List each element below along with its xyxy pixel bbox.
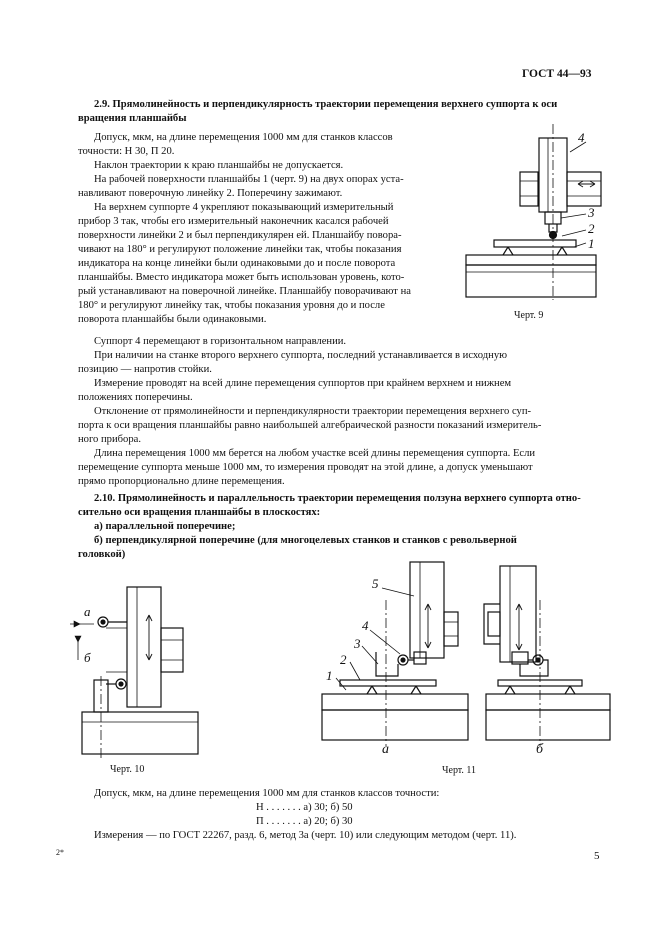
measurement-method: Измерения — по ГОСТ 22267, разд. 6, метод 3а (черт. 10) или следующим методом (черт. 11).	[94, 830, 517, 841]
item-a: а) параллельной поперечине;	[94, 521, 236, 532]
page-number: 5	[594, 850, 600, 862]
text-line: позицию — напротив стойки.	[78, 364, 212, 375]
tolerance-row-p: П . . . . . . . а) 20; б) 30	[256, 816, 353, 827]
fig11-label-a: а	[382, 742, 389, 757]
text-line: навливают поверочную линейку 2. Поперечину зажимают.	[78, 188, 343, 199]
fig11-label-4: 4	[362, 618, 369, 633]
text-line: индикатора на конце линейки были одинаковыми до и после поворота	[78, 258, 396, 269]
text-line: Отклонение от прямолинейности и перпендикулярности траектории перемещения верхнего суп-	[94, 406, 532, 417]
tolerance-row-h: Н . . . . . . . а) 30; б) 50	[256, 802, 353, 813]
item-b-cont: головкой)	[78, 549, 126, 560]
text-line: поверхности линейки 2 и был перпендикулярен ей. Планшайбу повора-	[78, 230, 402, 241]
text-line: чивают на 180° и регулируют положение линейки так, чтобы показания	[78, 244, 402, 255]
text-line: Суппорт 4 перемещают в горизонтальном направлении.	[94, 336, 347, 347]
fig9-label-4: 4	[578, 130, 585, 145]
text-line: прибор 3 так, чтобы его измерительный наконечник касался рабочей	[78, 216, 389, 227]
text-line: Наклон траектории к краю планшайбы не допускается.	[94, 160, 344, 171]
text-line: На верхнем суппорте 4 укрепляют показывающий измерительный	[94, 202, 394, 213]
text-line: ного прибора.	[78, 434, 141, 445]
text-line: планшайбы. Вместо индикатора может быть использован уровень, кото-	[78, 272, 405, 283]
fig9-caption: Черт. 9	[514, 310, 544, 321]
fig11-label-3: 3	[354, 636, 361, 651]
fig10-label-a: а	[84, 604, 91, 619]
fig10-caption: Черт. 10	[110, 764, 145, 775]
figure-9-drawing	[466, 124, 601, 300]
fig9-label-2: 2	[588, 221, 595, 236]
text-line: прямо пропорционально длине перемещения.	[78, 476, 285, 487]
text-line: На рабочей поверхности планшайбы 1 (черт. 9) на двух опорах уста-	[94, 174, 404, 185]
text-line: положениях поперечины.	[78, 392, 193, 403]
text-line: перемещение суппорта меньше 1000 мм, то измерения проводят на этой длине, а допуск уменьшают	[78, 462, 533, 473]
fig11-label-5: 5	[372, 576, 379, 591]
tolerance-intro: Допуск, мкм, на длине перемещения 1000 мм для станков классов точности:	[94, 788, 440, 799]
sheet-mark: 2*	[56, 848, 64, 857]
fig11-label-1: 1	[326, 668, 333, 683]
document-header: ГОСТ 44—93	[522, 68, 592, 80]
fig11-label-2: 2	[340, 652, 347, 667]
text-line: Допуск, мкм, на длине перемещения 1000 мм для станков классов	[94, 132, 393, 143]
text-line: 180° и регулируют линейку так, чтобы показания уровня до и после	[78, 300, 385, 311]
text-line: Измерение проводят на всей длине перемещения суппортов при крайнем верхнем и нижнем	[94, 378, 512, 389]
text-line: точности: Н 30, П 20.	[78, 146, 175, 157]
section-2-10-title-cont: сительно оси вращения планшайбы в плоскостях:	[78, 507, 321, 518]
text-line: Длина перемещения 1000 мм берется на любом участке всей длины перемещения суппорта. Если	[94, 448, 536, 459]
item-b: б) перпендикулярной поперечине (для многоцелевых станков и станков с револьверной	[94, 535, 517, 546]
text-line: При наличии на станке второго верхнего суппорта, последний устанавливается в исходную	[94, 350, 508, 361]
section-2-10-title: 2.10. Прямолинейность и параллельность траектории перемещения ползуна верхнего суппорта отно-	[94, 493, 581, 504]
figure-11-drawing	[322, 562, 610, 746]
fig9-label-1: 1	[588, 236, 595, 251]
text-line: рый устанавливают на поверочной линейке. Планшайбу поворачивают на	[78, 286, 411, 297]
fig11-caption: Черт. 11	[442, 765, 477, 776]
fig10-label-b: б	[84, 650, 91, 665]
text-line: поворота планшайбы были одинаковыми.	[78, 314, 267, 325]
fig9-label-3: 3	[588, 205, 595, 220]
fig11-label-b: б	[536, 742, 544, 757]
text-line: порта к оси вращения планшайбы равно наибольшей алгебраической разности показаний измеритель-	[78, 420, 542, 431]
section-2-9-title: 2.9. Прямолинейность и перпендикулярность траектории перемещения верхнего суппорта к оси	[94, 99, 558, 110]
section-2-9-title-cont: вращения планшайбы	[78, 113, 187, 124]
